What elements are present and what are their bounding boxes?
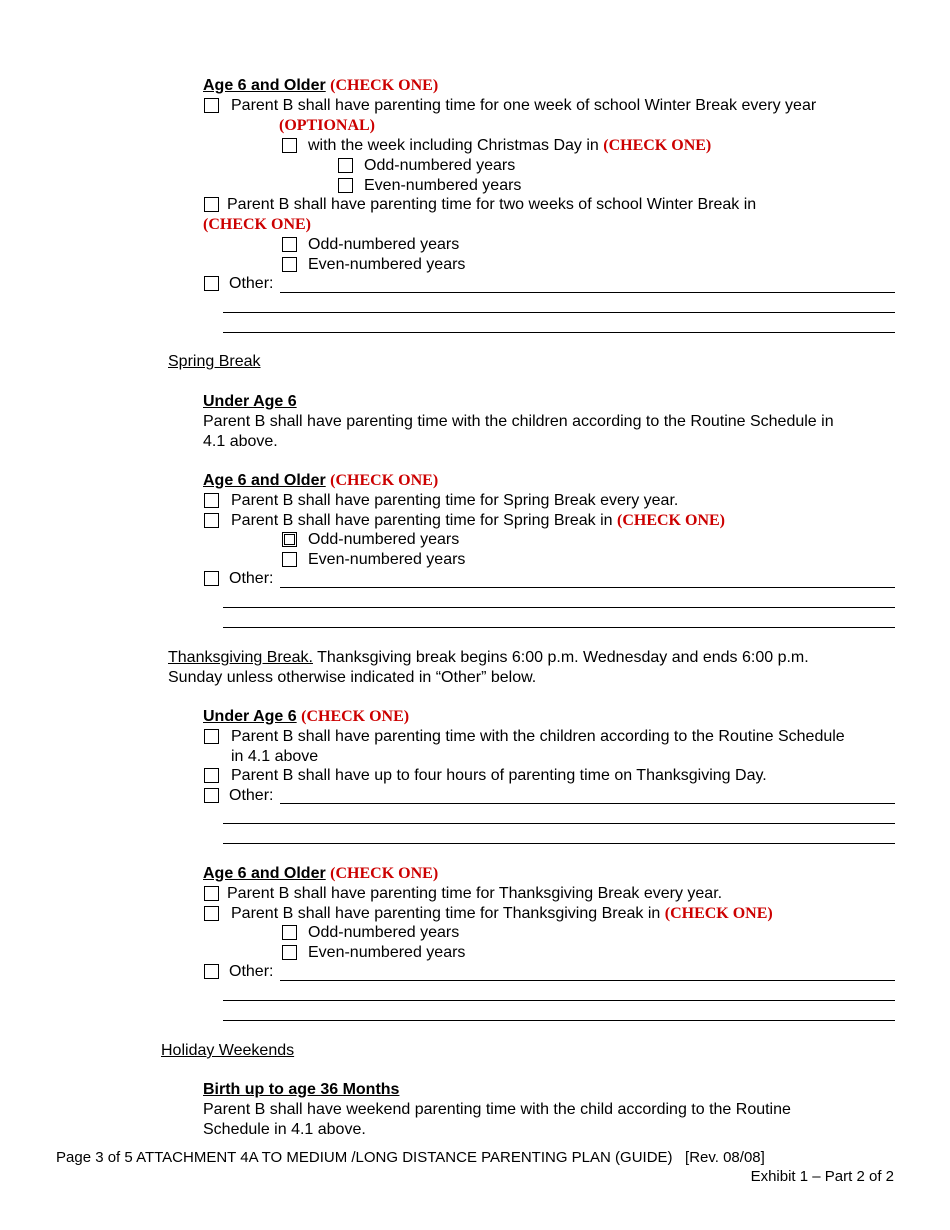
thanksgiving-intro-text-1: Thanksgiving break begins 6:00 p.m. Wednesday and ends 6:00 p.m. bbox=[317, 649, 809, 666]
spring-other-line-2[interactable] bbox=[223, 607, 895, 608]
thanksgiving-in-label: Parent B shall have parenting time for Thanksgiving Break in bbox=[231, 905, 661, 922]
spring-every-year-checkbox[interactable] bbox=[204, 493, 219, 508]
holiday-text-1: Parent B shall have weekend parenting time with the child according to the Routine bbox=[203, 1101, 791, 1118]
thanksgiving-in-line bbox=[231, 904, 773, 924]
spring-in-line bbox=[231, 511, 725, 531]
thanksgiving-age6-other-checkbox[interactable] bbox=[204, 964, 219, 979]
thanksgiving-under6-other-line-1[interactable] bbox=[280, 803, 895, 804]
thanksgiving-in-checkbox[interactable] bbox=[204, 906, 219, 921]
winter-christmas-line bbox=[308, 136, 711, 156]
thanksgiving-odd-checkbox[interactable] bbox=[282, 925, 297, 940]
winter-other-line-1[interactable] bbox=[280, 292, 895, 293]
winter-christmas-odd-checkbox[interactable] bbox=[338, 158, 353, 173]
spring-age6-heading-line bbox=[203, 471, 438, 491]
thanksgiving-age6-other-line-1[interactable] bbox=[280, 980, 895, 981]
thanksgiving-under6-other-line-3[interactable] bbox=[223, 843, 895, 844]
thanksgiving-four-hours-label: Parent B shall have up to four hours of parenting time on Thanksgiving Day. bbox=[231, 767, 767, 784]
footer-exhibit: Exhibit 1 – Part 2 of 2 bbox=[750, 1168, 894, 1185]
thanksgiving-under6-other-checkbox[interactable] bbox=[204, 788, 219, 803]
spring-odd-checkbox[interactable] bbox=[282, 532, 297, 547]
thanksgiving-even-label: Even-numbered years bbox=[308, 944, 466, 961]
thanksgiving-routine-label-1: Parent B shall have parenting time with the children according to the Routine Schedule bbox=[231, 728, 845, 745]
winter-christmas-label: with the week including Christmas Day in bbox=[308, 137, 599, 154]
spring-under6-text-2: 4.1 above. bbox=[203, 433, 278, 450]
winter-other-line-3[interactable] bbox=[223, 332, 895, 333]
check-one-label: (CHECK ONE) bbox=[330, 865, 439, 882]
winter-two-weeks-even-label: Even-numbered years bbox=[308, 256, 466, 273]
spring-every-year-label: Parent B shall have parenting time for Spring Break every year. bbox=[231, 492, 679, 509]
check-one-label: (CHECK ONE) bbox=[330, 77, 439, 94]
holiday-weekends-title: Holiday Weekends bbox=[161, 1042, 295, 1059]
thanksgiving-age6-other-line-3[interactable] bbox=[223, 1020, 895, 1021]
thanksgiving-four-hours-checkbox[interactable] bbox=[204, 768, 219, 783]
thanksgiving-every-year-checkbox[interactable] bbox=[204, 886, 219, 901]
winter-other-checkbox[interactable] bbox=[204, 276, 219, 291]
spring-under6-heading: Under Age 6 bbox=[203, 393, 297, 410]
winter-two-weeks-odd-label: Odd-numbered years bbox=[308, 236, 460, 253]
winter-two-weeks-label: Parent B shall have parenting time for two weeks of school Winter Break in bbox=[227, 196, 757, 213]
winter-christmas-even-label: Even-numbered years bbox=[364, 177, 522, 194]
spring-in-checkbox[interactable] bbox=[204, 513, 219, 528]
winter-two-weeks-checkbox[interactable] bbox=[204, 197, 219, 212]
spring-other-label: Other: bbox=[229, 570, 274, 587]
spring-odd-label: Odd-numbered years bbox=[308, 531, 460, 548]
spring-in-label: Parent B shall have parenting time for Spring Break in bbox=[231, 512, 613, 529]
spring-under6-text-1: Parent B shall have parenting time with the children according to the Routine Schedule in bbox=[203, 413, 834, 430]
winter-age6-heading-line bbox=[203, 76, 438, 96]
thanksgiving-odd-label: Odd-numbered years bbox=[308, 924, 460, 941]
winter-other-line-2[interactable] bbox=[223, 312, 895, 313]
winter-christmas-checkbox[interactable] bbox=[282, 138, 297, 153]
winter-one-week-label: Parent B shall have parenting time for one week of school Winter Break every year bbox=[231, 97, 817, 114]
thanksgiving-under6-heading-line bbox=[203, 707, 409, 727]
check-one-label: (CHECK ONE) bbox=[603, 137, 712, 154]
winter-two-weeks-odd-checkbox[interactable] bbox=[282, 237, 297, 252]
winter-one-week-checkbox[interactable] bbox=[204, 98, 219, 113]
spring-age6-heading: Age 6 and Older bbox=[203, 472, 326, 489]
spring-other-line-1[interactable] bbox=[280, 587, 895, 588]
spring-even-label: Even-numbered years bbox=[308, 551, 466, 568]
thanksgiving-routine-label-2: in 4.1 above bbox=[231, 748, 319, 765]
winter-christmas-odd-label: Odd-numbered years bbox=[364, 157, 516, 174]
optional-label: (OPTIONAL) bbox=[279, 117, 375, 134]
spring-break-title: Spring Break bbox=[168, 353, 261, 370]
spring-other-line-3[interactable] bbox=[223, 627, 895, 628]
footer-page-line: Page 3 of 5 ATTACHMENT 4A TO MEDIUM /LONG DISTANCE PARENTING PLAN (GUIDE) [Rev. 08/08] bbox=[56, 1149, 765, 1166]
thanksgiving-age6-heading: Age 6 and Older bbox=[203, 865, 326, 882]
winter-christmas-even-checkbox[interactable] bbox=[338, 178, 353, 193]
thanksgiving-routine-checkbox[interactable] bbox=[204, 729, 219, 744]
thanksgiving-under6-other-line-2[interactable] bbox=[223, 823, 895, 824]
winter-other-label: Other: bbox=[229, 275, 274, 292]
holiday-birth-heading: Birth up to age 36 Months bbox=[203, 1081, 400, 1098]
thanksgiving-intro-text-2: Sunday unless otherwise indicated in “Other” below. bbox=[168, 669, 537, 686]
thanksgiving-title: Thanksgiving Break. bbox=[168, 649, 313, 666]
thanksgiving-even-checkbox[interactable] bbox=[282, 945, 297, 960]
spring-even-checkbox[interactable] bbox=[282, 552, 297, 567]
check-one-label: (CHECK ONE) bbox=[664, 905, 773, 922]
check-one-label: (CHECK ONE) bbox=[301, 708, 410, 725]
check-one-label: (CHECK ONE) bbox=[617, 512, 725, 529]
thanksgiving-intro-line-1 bbox=[168, 648, 809, 668]
thanksgiving-every-year-label: Parent B shall have parenting time for Thanksgiving Break every year. bbox=[227, 885, 723, 902]
thanksgiving-age6-heading-line bbox=[203, 864, 438, 884]
winter-two-weeks-even-checkbox[interactable] bbox=[282, 257, 297, 272]
spring-other-checkbox[interactable] bbox=[204, 571, 219, 586]
thanksgiving-age6-other-label: Other: bbox=[229, 963, 274, 980]
thanksgiving-under6-other-label: Other: bbox=[229, 787, 274, 804]
thanksgiving-under6-heading: Under Age 6 bbox=[203, 708, 297, 725]
holiday-text-2: Schedule in 4.1 above. bbox=[203, 1121, 366, 1138]
check-one-label: (CHECK ONE) bbox=[203, 216, 311, 233]
winter-age6-heading: Age 6 and Older bbox=[203, 77, 326, 94]
check-one-label: (CHECK ONE) bbox=[330, 472, 439, 489]
thanksgiving-age6-other-line-2[interactable] bbox=[223, 1000, 895, 1001]
